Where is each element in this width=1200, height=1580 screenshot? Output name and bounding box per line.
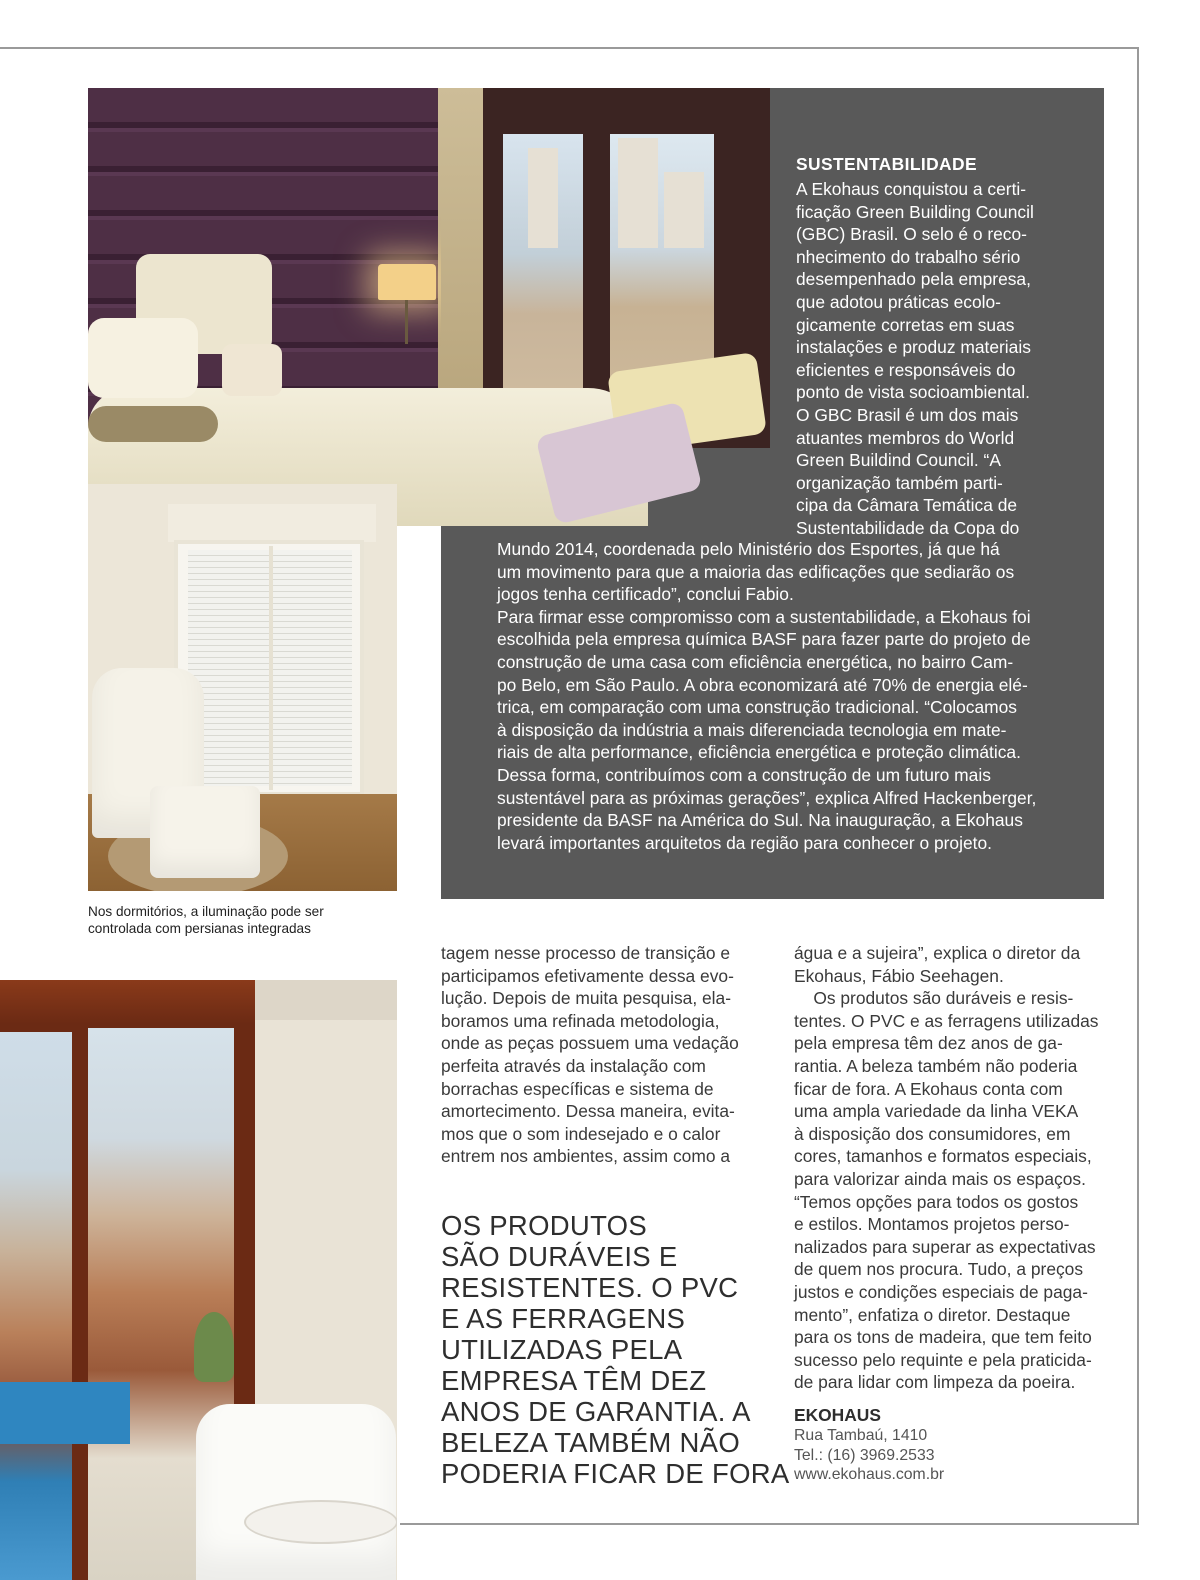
text-line: Mundo 2014, coordenada pelo Ministério dos Esportes, já que há [497, 539, 1000, 559]
quote-line: ANOS DE GARANTIA. A [441, 1396, 751, 1427]
text-line: trica, em comparação com uma construção tradicional. “Colocamos [497, 697, 1017, 718]
text-line: rantia. A beleza também não poderia [794, 1055, 1078, 1076]
text-line: Green Buildind Council. “A [796, 450, 1001, 471]
ottoman [150, 786, 260, 878]
text-line: água e a sujeira”, explica o diretor da [794, 943, 1081, 963]
box-heading: SUSTENTABILIDADE [796, 154, 977, 174]
caption-line: Nos dormitórios, a iluminação pode ser [88, 904, 324, 919]
text-line: (GBC) Brasil. O selo é o reco- [796, 224, 1027, 245]
text-line: boramos uma refinada metodologia, [441, 1010, 720, 1031]
text-line: sucesso pelo requinte e pela praticida- [794, 1349, 1092, 1370]
text-line: ponto de vista socioambiental. [796, 382, 1030, 403]
bedroom-wall [441, 88, 488, 418]
text-line: Os produtos são duráveis e resis- [794, 988, 1074, 1009]
text-line: O GBC Brasil é um dos mais [796, 404, 1019, 425]
text-line: instalações e produz materiais [796, 337, 1031, 358]
bolster-pillow [88, 406, 218, 442]
text-line: amortecimento. Dessa maneira, evita- [441, 1101, 735, 1122]
city-building [528, 148, 558, 248]
text-line: uma ampla variedade da linha VEKA [794, 1101, 1079, 1122]
text-line: levará importantes arquitetos da região para conhecer o projeto. [497, 832, 992, 853]
body-column-left [441, 942, 753, 1168]
text-line: justos e condições especiais de paga- [794, 1281, 1088, 1302]
page-frame-right [1137, 47, 1139, 1525]
text-line: lução. Depois de muita pesquisa, ela- [441, 988, 732, 1009]
contact-phone: Tel.: (16) 3969.2533 [794, 1446, 935, 1464]
quote-line: EMPRESA TÊM DEZ [441, 1365, 707, 1396]
box-text-wide [497, 538, 1067, 854]
text-line: onde as peças possuem uma vedação [441, 1033, 739, 1054]
text-line: desempenhado pela empresa, [796, 269, 1031, 290]
city-building [618, 138, 658, 248]
text-line: tagem nesse processo de transição e [441, 943, 731, 963]
pillow [222, 344, 282, 396]
photo-caption [88, 903, 378, 937]
text-line: para os tons de madeira, que tem feito [794, 1327, 1092, 1348]
text-line: cores, tamanhos e formatos especiais, [794, 1146, 1092, 1167]
text-line: atuantes membros do World [796, 427, 1015, 448]
quote-line: E AS FERRAGENS [441, 1303, 686, 1334]
potted-plant [194, 1312, 234, 1382]
text-line: perfeita através da instalação com [441, 1055, 706, 1076]
door-glass-left [0, 1032, 72, 1580]
box-text-narrow [796, 178, 1058, 540]
door-divider [269, 546, 273, 790]
text-line: A Ekohaus conquistou a certi- [796, 179, 1027, 199]
text-line: de quem nos procura. Tudo, a preços [794, 1259, 1084, 1280]
text-line: tentes. O PVC e as ferragens utilizadas [794, 1010, 1099, 1031]
text-line: nhecimento do trabalho sério [796, 246, 1021, 267]
bedroom-photo-overlap [441, 88, 770, 526]
text-line: à disposição dos consumidores, em [794, 1123, 1071, 1144]
text-line: entrem nos ambientes, assim como a [441, 1146, 731, 1167]
text-line: Ekohaus, Fábio Seehagen. [794, 965, 1004, 986]
contact-address: Rua Tambaú, 1410 [794, 1427, 928, 1444]
contact-company: EKOHAUS [794, 1405, 881, 1425]
text-line: cipa da Câmara Temática de [796, 495, 1018, 516]
text-line: Sustentabilidade da Copa do [796, 517, 1020, 538]
swimming-pool [0, 1382, 130, 1444]
poolside-photo [0, 980, 397, 1580]
text-line: pela empresa têm dez anos de ga- [794, 1033, 1063, 1054]
text-line: riais de alta performance, eficiência energética e proteção climática. [497, 742, 1021, 763]
text-line: construção de uma casa com eficiência energética, no bairro Cam- [497, 651, 1014, 672]
text-line: um movimento para que a maioria das edificações que sediarão os [497, 561, 1015, 582]
text-line: organização também parti- [796, 472, 1003, 493]
text-line: po Belo, em São Paulo. A obra economizará até 70% de energia elé- [497, 674, 1028, 695]
white-armchair [196, 1404, 396, 1580]
text-line: e estilos. Montamos projetos perso- [794, 1214, 1070, 1235]
quote-line: RESISTENTES. O PVC [441, 1272, 739, 1303]
text-line: ficação Green Building Council [796, 201, 1034, 222]
quote-line: UTILIZADAS PELA [441, 1334, 683, 1365]
nursery-photo [88, 484, 397, 891]
contact-website: www.ekohaus.com.br [794, 1466, 945, 1483]
pillow [88, 318, 198, 398]
text-line: borrachas específicas e sistema de [441, 1078, 714, 1099]
city-building [664, 172, 704, 248]
window-valance [168, 504, 376, 542]
caption-line: controlada com persianas integradas [88, 921, 311, 936]
text-line: para valorizar ainda mais os espaços. [794, 1168, 1086, 1189]
text-line: Dessa forma, contribuímos com a construção de um futuro mais [497, 764, 991, 785]
text-line: sustentável para as próximas gerações”, explica Alfred Hackenberger, [497, 787, 1037, 808]
text-line: presidente da BASF na América do Sul. Na inauguração, a Ekohaus [497, 810, 1023, 831]
quote-line: SÃO DURÁVEIS E [441, 1241, 678, 1272]
page-frame-bottom [400, 1523, 1139, 1525]
text-line: Para firmar esse compromisso com a sustentabilidade, a Ekohaus foi [497, 606, 1031, 627]
text-line: ficar de fora. A Ekohaus conta com [794, 1078, 1063, 1099]
text-line: participamos efetivamente dessa evo- [441, 965, 734, 986]
lamp-pole [405, 300, 408, 344]
text-line: “Temos opções para todos os gostos [794, 1191, 1079, 1212]
text-line: eficientes e responsáveis do [796, 359, 1016, 380]
quote-line: PODERIA FICAR DE FORA [441, 1458, 790, 1489]
text-line: à disposição da indústria a mais diferenciada tecnologia em mate- [497, 719, 1007, 740]
text-line: jogos tenha certificado”, conclui Fabio. [497, 584, 794, 605]
text-line: de para lidar com limpeza da poeira. [794, 1372, 1076, 1393]
door-header [0, 980, 255, 1024]
contact-block [794, 1404, 1094, 1485]
text-line: mento”, enfatiza o diretor. Destaque [794, 1304, 1071, 1325]
quote-line: OS PRODUTOS [441, 1210, 648, 1241]
text-line: que adotou práticas ecolo- [796, 291, 1001, 312]
quote-line: BELEZA TAMBÉM NÃO [441, 1427, 741, 1458]
text-line: nalizados para superar as expectativas [794, 1236, 1096, 1257]
text-line: mos que o som indesejado e o calor [441, 1123, 721, 1144]
page-frame-top [0, 47, 1139, 49]
body-column-right [794, 942, 1106, 1394]
text-line: gicamente corretas em suas [796, 314, 1015, 335]
lamp-shade [378, 264, 436, 300]
pull-quote [441, 1210, 790, 1489]
text-line: escolhida pela empresa química BASF para fazer parte do projeto de [497, 629, 1031, 650]
side-table [244, 1500, 397, 1544]
